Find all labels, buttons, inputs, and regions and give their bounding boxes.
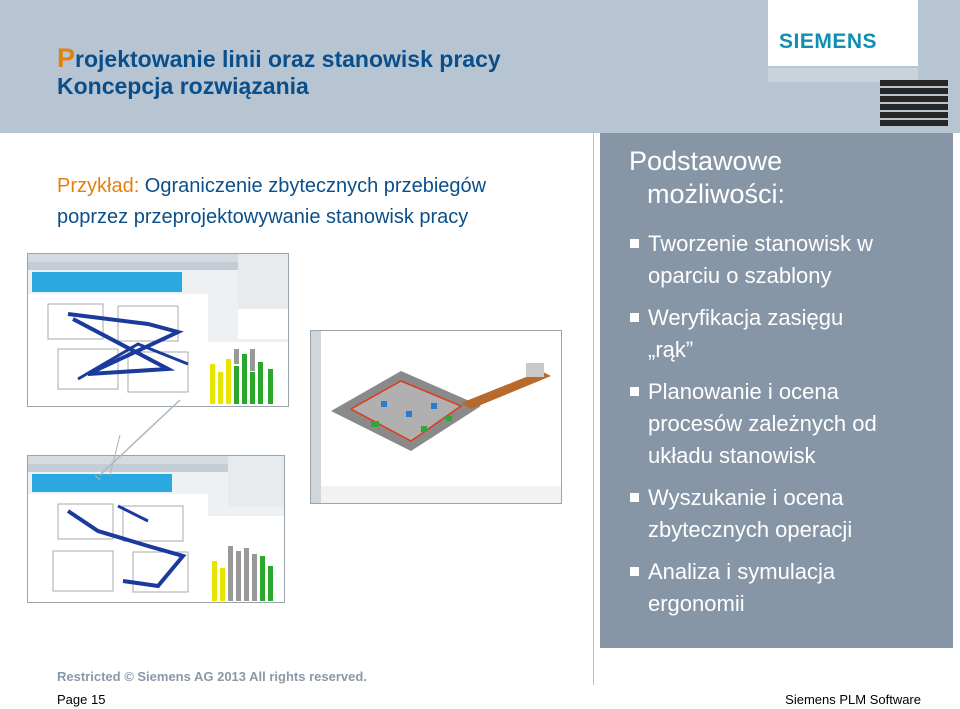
square-bullet-icon bbox=[630, 493, 639, 502]
square-bullet-icon bbox=[630, 239, 639, 248]
example-label: Przykład: bbox=[57, 175, 140, 197]
logo-text: SIEMENS bbox=[779, 30, 878, 53]
feature-item: Analiza i symulacja ergonomii bbox=[630, 556, 946, 620]
feature-item: Planowanie i ocena procesów zależnych od układu stanowisk bbox=[630, 376, 946, 472]
factory-3d-screenshot bbox=[310, 330, 562, 504]
panel-heading: Podstawowe możliwości: bbox=[629, 146, 786, 209]
title-line-2: Koncepcja rozwiązania bbox=[57, 73, 309, 99]
slide-title bbox=[57, 45, 501, 100]
square-bullet-icon bbox=[630, 567, 639, 576]
decorative-bars-icon bbox=[880, 80, 948, 127]
vertical-divider bbox=[593, 133, 594, 685]
company-name: Siemens PLM Software bbox=[785, 692, 921, 707]
connector-lines bbox=[80, 395, 200, 485]
siemens-logo bbox=[768, 0, 918, 66]
restricted-notice: Restricted © Siemens AG 2013 All rights reserved. bbox=[57, 669, 367, 684]
feature-item: Weryfikacja zasięgu „rąk” bbox=[630, 302, 946, 366]
feature-list bbox=[630, 228, 946, 630]
square-bullet-icon bbox=[630, 387, 639, 396]
title-line-1: Projektowanie linii oraz stanowisk pracy bbox=[57, 43, 501, 73]
layout-screenshot-before bbox=[27, 253, 289, 407]
square-bullet-icon bbox=[630, 313, 639, 322]
feature-item: Wyszukanie i ocena zbytecznych operacji bbox=[630, 482, 946, 546]
example-text: Przykład: Ograniczenie zbytecznych przebiegów poprzez przeprojektowywanie stanowisk pracy bbox=[57, 175, 487, 228]
page-number: Page 15 bbox=[57, 692, 106, 707]
feature-item: Tworzenie stanowisk w oparciu o szablony bbox=[630, 228, 946, 292]
features-panel bbox=[600, 133, 953, 648]
